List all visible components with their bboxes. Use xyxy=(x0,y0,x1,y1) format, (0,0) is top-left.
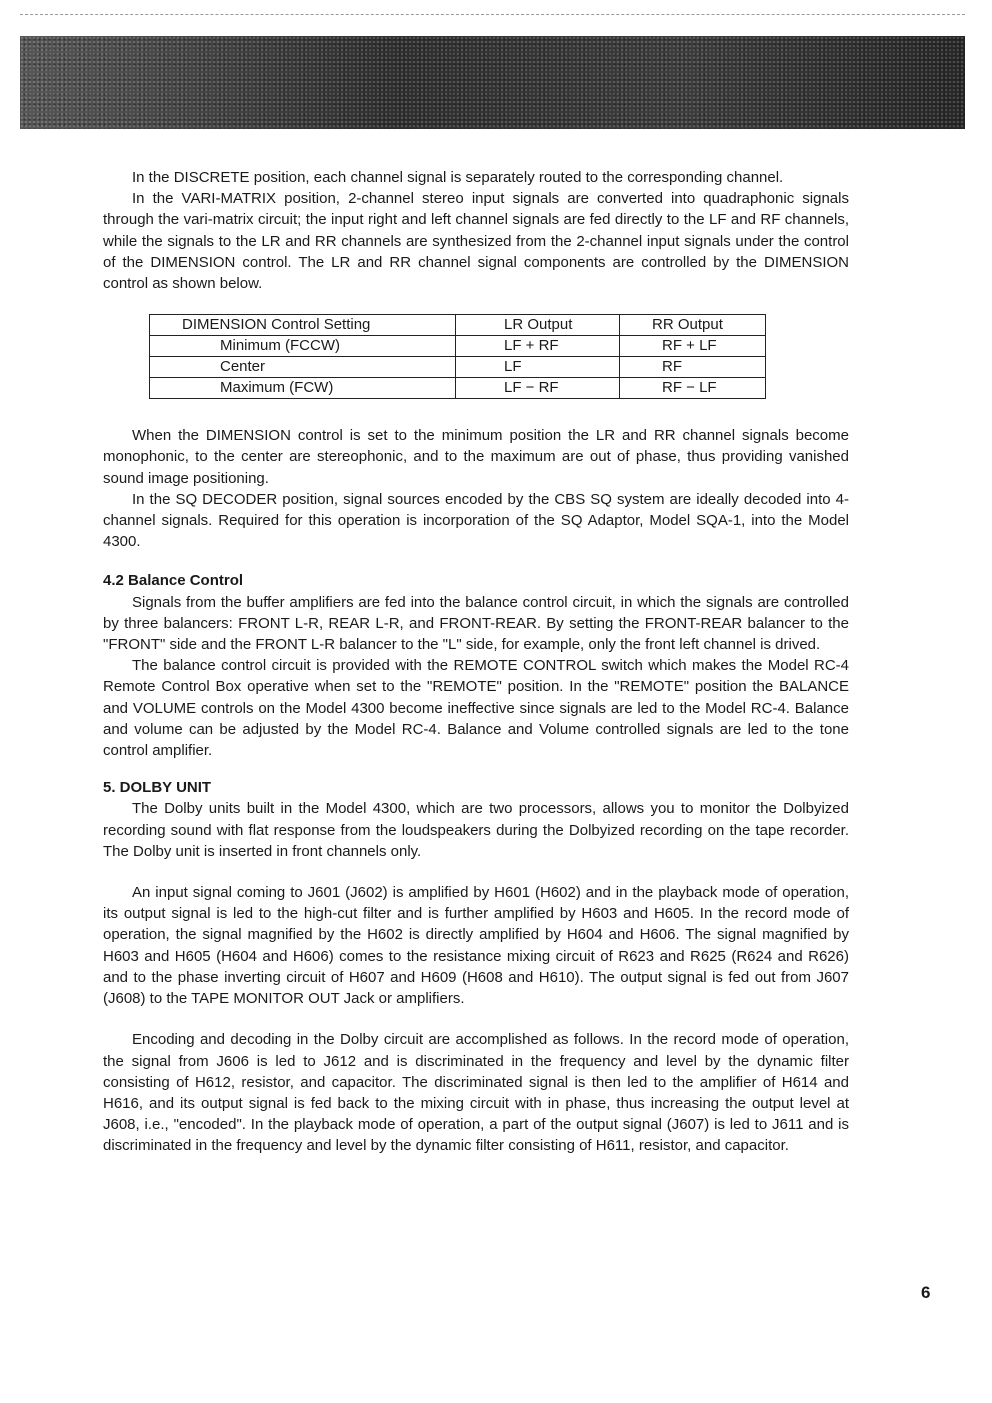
dolby-paragraph: The Dolby units built in the Model 4300, which are two processors, allows you to monitor the Dolbyized recording sound with flat response from the loudspeakers during the Dolbyized recording on the tape recorder. The Dolby unit is inserted in front channels only. xyxy=(103,800,849,860)
dimension-table xyxy=(149,314,766,399)
intro-paragraph-discrete: In the DISCRETE position, each channel signal is separately routed to the corresponding channel. xyxy=(132,169,784,186)
table-header-cell: RR Output xyxy=(620,315,766,336)
table-cell: LF + RF xyxy=(456,336,620,357)
table-cell: Minimum (FCCW) xyxy=(150,336,456,357)
header-banner xyxy=(20,36,965,129)
table-row xyxy=(150,336,766,357)
balance-paragraph: The balance control circuit is provided with the REMOTE CONTROL switch which makes the Model RC-4 Remote Control Box operative when set to the "REMOTE" position. In the "REMOTE" position the BALANCE and VOLUME controls on the Model 4300 become ineffective since signals are led to the Model RC-4. Balance and volume can be adjusted by the Model RC-4. Balance and Volume controlled signals are led to the tone control amplifier. xyxy=(103,657,849,760)
table-cell: Center xyxy=(150,357,456,378)
sq-decoder-paragraph: In the SQ DECODER position, signal sources encoded by the CBS SQ system are ideally decoded into 4-channel signals. Required for this operation is incorporation of the SQ Adaptor, Model SQA-1, into the Model 4300. xyxy=(103,490,849,551)
dolby-paragraph: Encoding and decoding in the Dolby circuit are accomplished as follows. In the record mode of operation, the signal from J606 is led to J612 and is discriminated in the frequency and level by the dynamic filter consisting of H612, resistor, and capacitor. The discriminated signal is then led to the amplifier of H614 and H616, and its output signal is fed back to the mixing circuit with in phase, thus increasing the output level at J608, i.e., "encoded". In the playback mode of operation, a part of the output signal (J607) is led to J611 and is discriminated in the frequency and level by the dynamic filter consisting of H611, resistor, and capacitor. xyxy=(103,1031,849,1155)
table-cell: RF + LF xyxy=(620,336,766,357)
table-cell: LF − RF xyxy=(456,378,620,399)
table-cell: Maximum (FCW) xyxy=(150,378,456,399)
table-header-cell: LR Output xyxy=(456,315,620,336)
page-body xyxy=(103,167,849,1157)
table-header-cell: DIMENSION Control Setting xyxy=(150,315,456,336)
dimension-description-paragraph: When the DIMENSION control is set to the minimum position the LR and RR channel signals become monophonic, to the center are stereophonic, and to the maximum are out of phase, thus providing vanished sound image positioning. xyxy=(103,427,849,487)
table-cell: LF xyxy=(456,357,620,378)
page-number: 6 xyxy=(921,1283,931,1302)
table-header-row xyxy=(150,315,766,336)
dolby-heading: 5. DOLBY UNIT xyxy=(103,779,212,797)
table-cell: RF − LF xyxy=(620,378,766,399)
dolby-paragraph: An input signal coming to J601 (J602) is amplified by H601 (H602) and in the playback mode of operation, its output signal is led to the high-cut filter and is further amplified by H603 and H605. In the record mode of operation, the signal magnified by the H602 is directly amplified by H604 and H606. The signal magnified by H603 and H605 (H604 and H606) comes to the resistance mixing circuit of R623 and R625 (R624 and R626) and to the phase inverting circuit of H607 and H609 (H608 and H610). The output signal is fed out from J607 (J608) to the TAPE MONITOR OUT Jack or amplifiers. xyxy=(103,884,849,1008)
table-row xyxy=(150,378,766,399)
intro-paragraph-vari-matrix: In the VARI-MATRIX position, 2-channel stereo input signals are converted into quadraphonic signals through the vari-matrix circuit; the input right and left channel signals are fed directly to the LF and RF channels, while the signals to the LR and RR channels are synthesized from the 2-channel input signals under the control of the DIMENSION control. The LR and RR channel signal components are controlled by the DIMENSION control as shown below. xyxy=(103,190,849,293)
table-cell: RF xyxy=(620,357,766,378)
balance-paragraph: Signals from the buffer amplifiers are fed into the balance control circuit, in which the signals are controlled by three balancers: FRONT L-R, REAR L-R, and FRONT-REAR. By setting the FRONT-REAR balancer to the "FRONT" side and the FRONT L-R balancer to the "L" side, for example, only the front left channel is drived. xyxy=(103,593,849,654)
table-row xyxy=(150,357,766,378)
top-dashed-rule xyxy=(20,14,965,15)
balance-heading: 4.2 Balance Control xyxy=(103,572,244,590)
